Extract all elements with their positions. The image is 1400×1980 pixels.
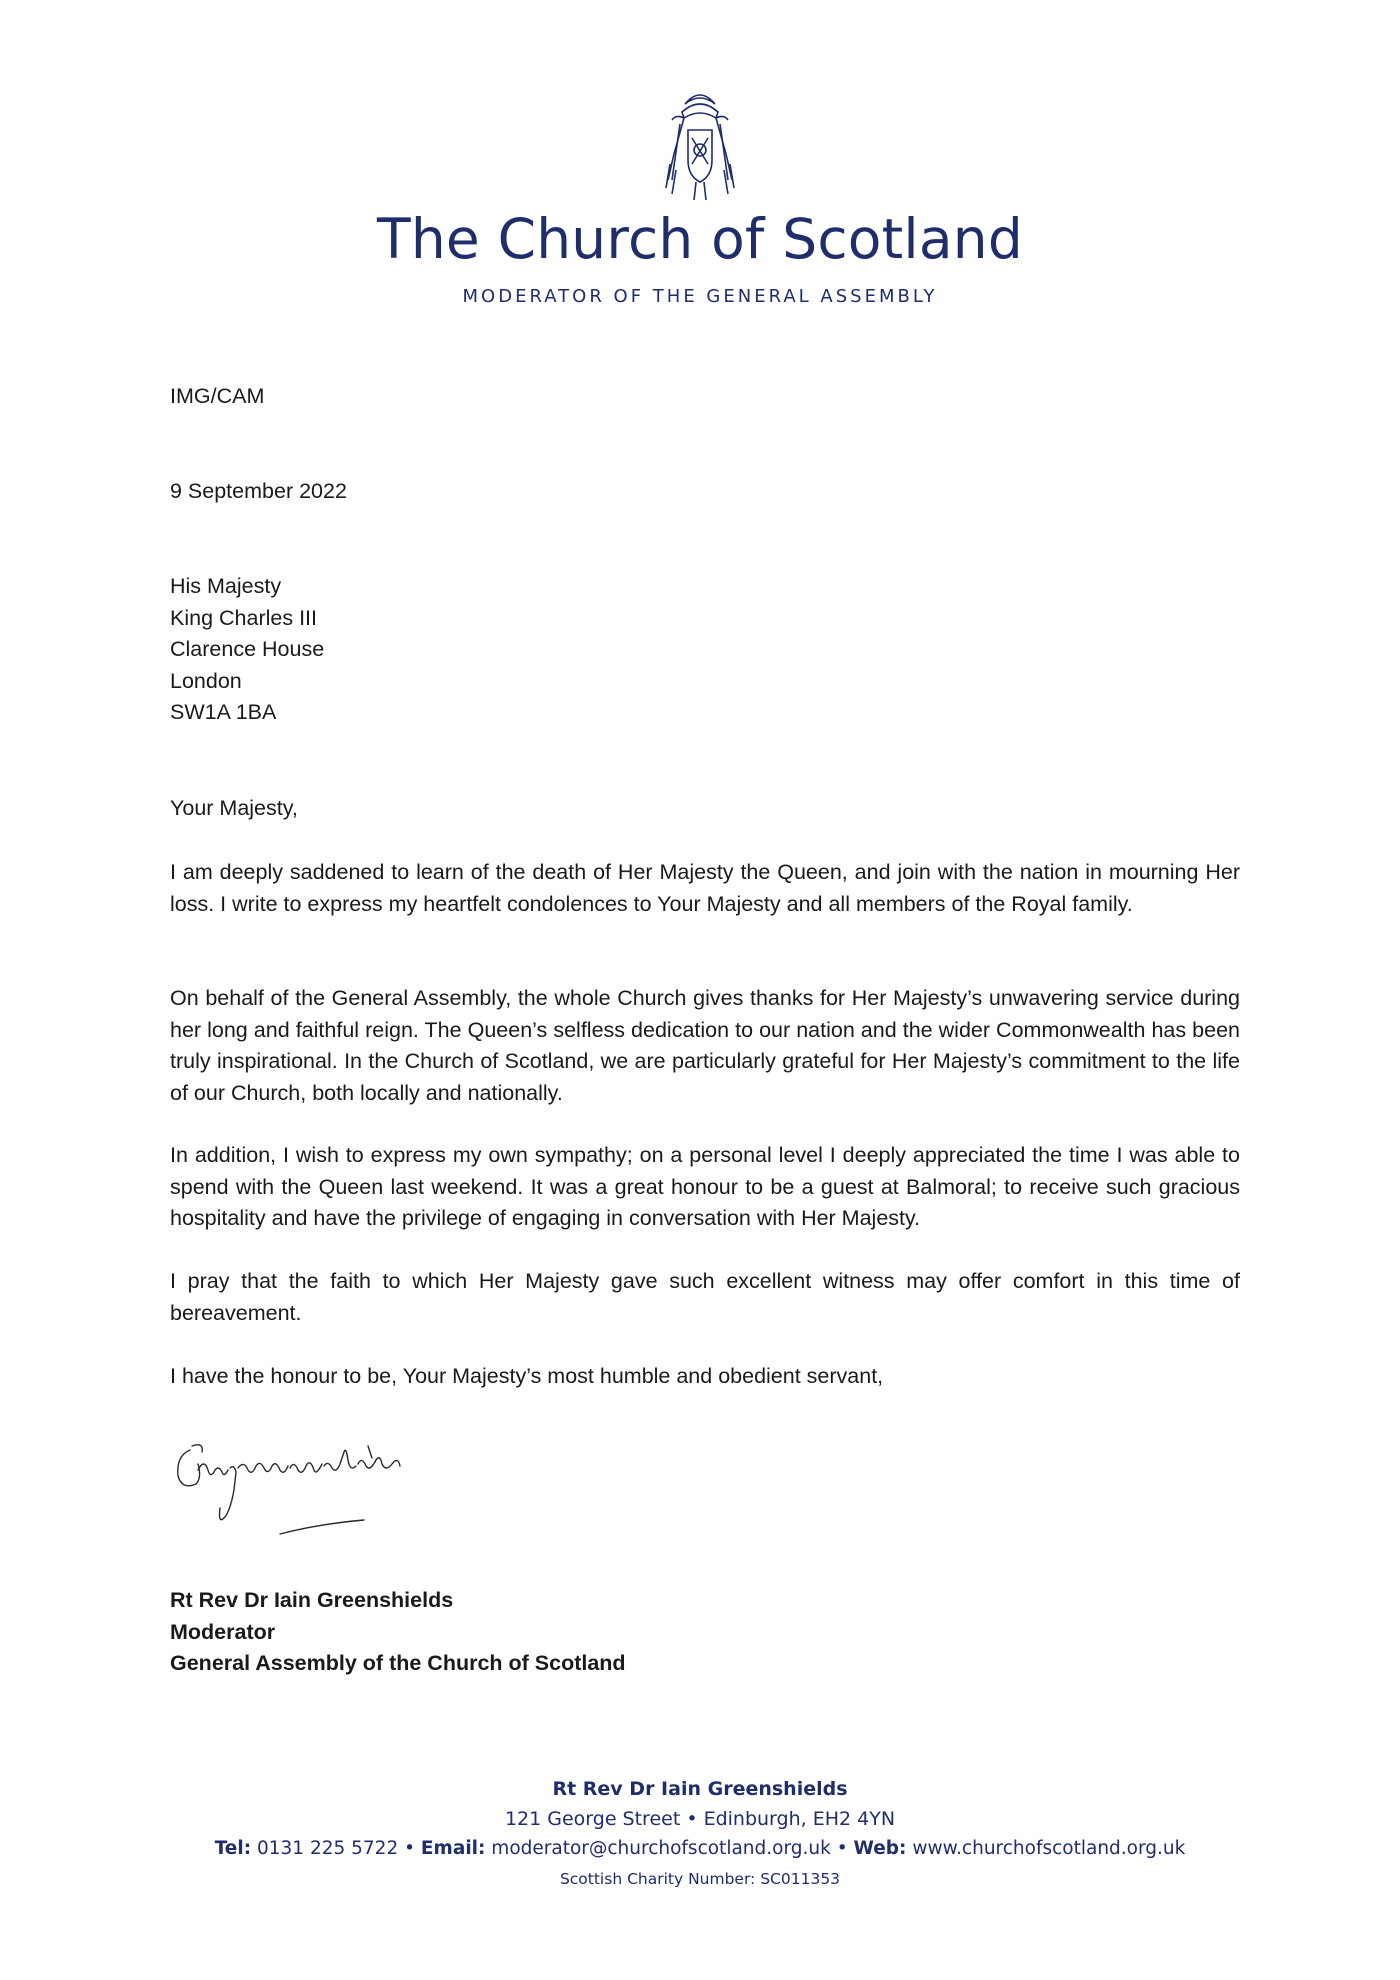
recipient-line: SW1A 1BA <box>170 700 277 724</box>
email-link[interactable]: moderator@churchofscotland.org.uk <box>491 1838 831 1859</box>
salutation: Your Majesty, <box>170 796 298 820</box>
body-paragraph: On behalf of the General Assembly, the whole Church gives thanks for Her Majesty’s unwavering service during her long and faithful reign. The Queen’s selfless dedication to our nation and the wider Commonwealth has been truly inspirational. In the Church of Scotland, we are particularly grateful for Her Majesty’s commitment to the life of our Church, both locally and nationally. <box>170 986 1240 1105</box>
body-paragraph: In addition, I wish to express my own sympathy; on a personal level I deeply appreciated the time I was able to spend with the Queen last weekend. It was a great honour to be a guest at Balmoral; to receive such gracious hospitality and have the privilege of engaging in conversation with Her Majesty. <box>170 1143 1240 1230</box>
signatory-organisation: General Assembly of the Church of Scotland <box>170 1651 626 1675</box>
footer-address: 121 George Street • Edinburgh, EH2 4YN <box>504 1808 896 1830</box>
recipient-address <box>170 571 1240 729</box>
web-label: Web: <box>853 1838 907 1859</box>
org-title: The Church of Scotland <box>377 207 1023 271</box>
recipient-line: King Charles III <box>170 605 317 630</box>
church-crest-icon <box>660 84 740 204</box>
separator-dot: • <box>836 1838 848 1859</box>
signatory-block <box>170 1585 1240 1680</box>
signatory-role: Moderator <box>170 1619 276 1644</box>
tel-number[interactable]: 0131 225 5722 <box>256 1838 399 1859</box>
email-label: Email: <box>420 1838 486 1859</box>
handwritten-signature <box>168 1420 438 1550</box>
tel-label: Tel: <box>214 1838 252 1859</box>
org-subtitle: MODERATOR OF THE GENERAL ASSEMBLY <box>462 286 938 307</box>
footer-contact <box>0 1838 1400 1859</box>
signatory-name: Rt Rev Dr Iain Greenshields <box>170 1588 454 1612</box>
closing-line: I have the honour to be, Your Majesty’s most humble and obedient servant, <box>170 1364 884 1388</box>
body-paragraph: I am deeply saddened to learn of the death of Her Majesty the Queen, and join with the nation in mourning Her loss. I write to express my heartfelt condolences to Your Majesty and all members of the Royal family. <box>170 860 1240 916</box>
separator-dot: • <box>404 1838 416 1859</box>
recipient-line: London <box>170 668 242 693</box>
body-paragraph: I pray that the faith to which Her Majesty gave such excellent witness may offer comfort in this time of bereavement. <box>170 1269 1240 1325</box>
web-link[interactable]: www.churchofscotland.org.uk <box>912 1838 1186 1859</box>
footer-charity-number: Scottish Charity Number: SC011353 <box>559 1870 841 1888</box>
recipient-line: His Majesty <box>170 574 282 598</box>
letter-date: 9 September 2022 <box>170 479 347 503</box>
recipient-line: Clarence House <box>170 637 325 661</box>
footer-name: Rt Rev Dr Iain Greenshields <box>552 1778 848 1800</box>
letter-reference: IMG/CAM <box>170 384 265 408</box>
